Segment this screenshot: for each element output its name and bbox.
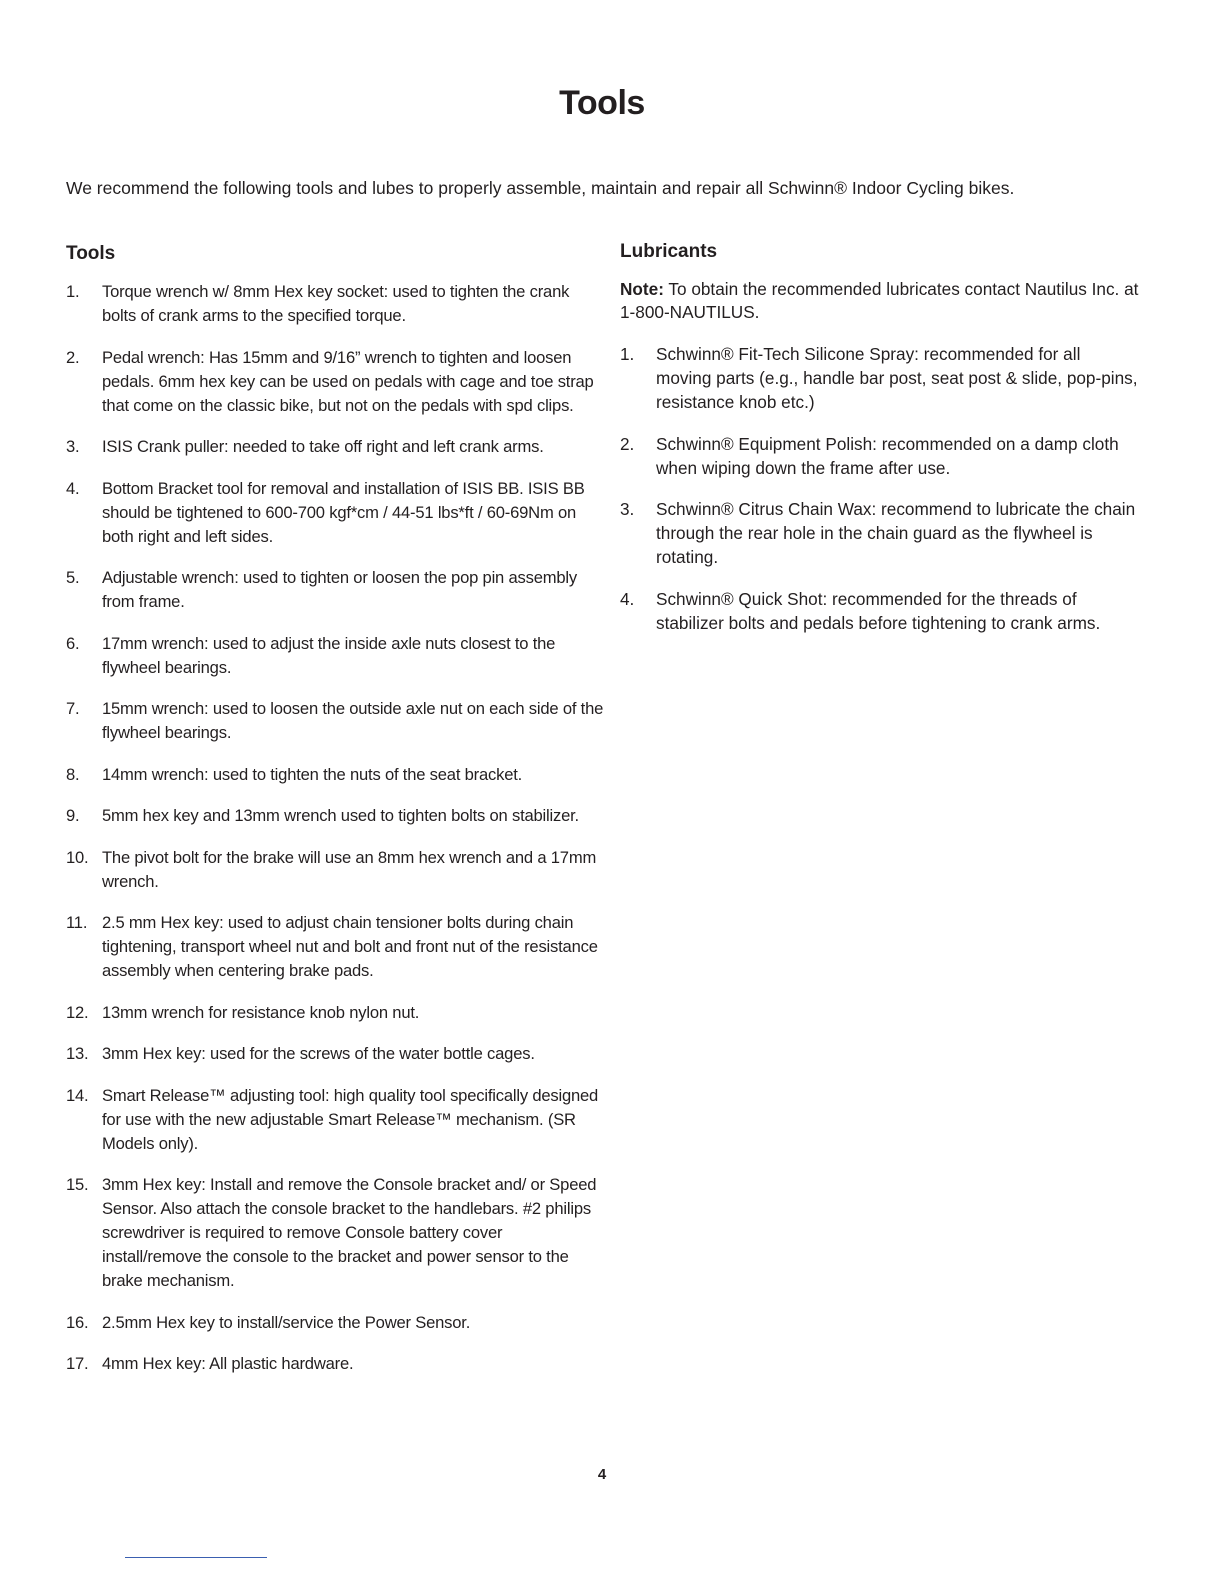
item-number: 11. bbox=[66, 913, 88, 932]
tool-item bbox=[66, 804, 606, 828]
tool-item bbox=[66, 911, 606, 983]
tool-item bbox=[66, 1352, 606, 1376]
item-text: Schwinn® Equipment Polish: recommended on a damp cloth when wiping down the frame after use. bbox=[656, 433, 1119, 478]
item-text: 15mm wrench: used to loosen the outside axle nut on each side of the flywheel bearings. bbox=[102, 699, 604, 742]
item-number: 3. bbox=[620, 499, 635, 519]
item-text: Bottom Bracket tool for removal and installation of ISIS BB. ISIS BB should be tightened to 600-700 kgf*cm / 44-51 lbs*ft / 60-69Nm on both right and left sides. bbox=[102, 478, 585, 546]
tool-item bbox=[66, 477, 606, 549]
item-number: 17. bbox=[66, 1354, 89, 1373]
lubricant-item bbox=[620, 342, 1140, 414]
lubricant-item bbox=[620, 497, 1140, 569]
item-text: Schwinn® Citrus Chain Wax: recommend to lubricate the chain through the rear hole in the chain guard as the flywheel is rotating. bbox=[656, 499, 1136, 567]
tool-item bbox=[66, 566, 606, 614]
tool-item bbox=[66, 846, 606, 894]
item-number: 1. bbox=[620, 344, 635, 364]
item-text: 4mm Hex key: All plastic hardware. bbox=[102, 1354, 354, 1373]
item-number: 2. bbox=[620, 433, 635, 454]
item-number: 8. bbox=[66, 764, 80, 784]
item-text: The pivot bolt for the brake will use an 8mm hex wrench and a 17mm wrench. bbox=[102, 847, 597, 891]
tool-item bbox=[66, 697, 606, 745]
tool-item bbox=[66, 1042, 606, 1066]
item-text: Pedal wrench: Has 15mm and 9/16” wrench to tighten and loosen pedals. 6mm hex key can be used on pedals with cage and toe strap that come on the classic bike, but not on the pedals with spd clips. bbox=[102, 347, 594, 415]
tools-heading: Tools bbox=[66, 243, 116, 264]
tool-item bbox=[66, 280, 606, 328]
tool-item bbox=[66, 1084, 606, 1156]
item-text: 13mm wrench for resistance knob nylon nut. bbox=[102, 1002, 420, 1022]
item-number: 7. bbox=[66, 699, 80, 718]
item-number: 2. bbox=[66, 347, 80, 367]
lubricants-column bbox=[620, 238, 1140, 652]
lubricant-item bbox=[620, 587, 1140, 635]
item-number: 1. bbox=[66, 282, 80, 301]
item-text: Smart Release™ adjusting tool: high quality tool specifically designed for use with the new adjustable Smart Release™ mechanism. (SR Models only). bbox=[102, 1085, 599, 1153]
item-number: 4. bbox=[66, 478, 80, 498]
item-text: Schwinn® Fit-Tech Silicone Spray: recommended for all moving parts (e.g., handle bar post, seat post & slide, pop-pins, resistance knob etc.) bbox=[656, 344, 1138, 412]
tool-item bbox=[66, 346, 606, 418]
lubricants-note bbox=[620, 278, 1140, 324]
item-text: Torque wrench w/ 8mm Hex key socket: used to tighten the crank bolts of crank arms to the specified torque. bbox=[102, 282, 570, 325]
item-number: 14. bbox=[66, 1085, 89, 1105]
lubricant-item bbox=[620, 432, 1140, 480]
lubricants-list bbox=[620, 342, 1140, 635]
intro-paragraph: We recommend the following tools and lubes to properly assemble, maintain and repair all Schwinn® Indoor Cycling bikes. bbox=[66, 178, 1015, 198]
item-text: ISIS Crank puller: needed to take off right and left crank arms. bbox=[102, 437, 544, 456]
tool-item bbox=[66, 1001, 606, 1025]
item-number: 15. bbox=[66, 1175, 89, 1194]
tools-list bbox=[66, 280, 606, 1376]
tool-item bbox=[66, 1311, 606, 1335]
tool-item bbox=[66, 763, 606, 787]
lubricants-heading: Lubricants bbox=[620, 241, 718, 262]
item-number: 9. bbox=[66, 806, 80, 825]
item-text: Schwinn® Quick Shot: recommended for the threads of stabilizer bolts and pedals before tightening to crank arms. bbox=[656, 588, 1101, 633]
bottom-divider bbox=[125, 1557, 267, 1558]
item-number: 16. bbox=[66, 1312, 89, 1332]
tools-column bbox=[66, 238, 606, 1394]
page-number: 4 bbox=[597, 1466, 607, 1483]
item-number: 5. bbox=[66, 568, 80, 587]
item-text: 5mm hex key and 13mm wrench used to tighten bolts on stabilizer. bbox=[102, 806, 579, 825]
page-title: Tools bbox=[559, 84, 645, 122]
note-text: To obtain the recommended lubricates contact Nautilus Inc. at 1-800-NAUTILUS. bbox=[620, 279, 1139, 322]
item-text: 3mm Hex key: Install and remove the Console bracket and/ or Speed Sensor. Also attach the console bracket to the handlebars. #2 philips screwdriver is required to remove Console battery cover install/remove the console to the bracket and power sensor to the brake mechanism. bbox=[102, 1175, 597, 1290]
item-number: 3. bbox=[66, 437, 80, 456]
tool-item bbox=[66, 632, 606, 680]
tool-item bbox=[66, 1173, 606, 1293]
tool-item bbox=[66, 435, 606, 459]
item-text: 2.5 mm Hex key: used to adjust chain tensioner bolts during chain tightening, transport wheel nut and bolt and front nut of the resistance assembly when centering brake pads. bbox=[102, 913, 598, 980]
item-text: 2.5mm Hex key to install/service the Power Sensor. bbox=[102, 1312, 471, 1332]
item-number: 13. bbox=[66, 1044, 89, 1063]
item-text: Adjustable wrench: used to tighten or loosen the pop pin assembly from frame. bbox=[102, 568, 577, 611]
item-number: 4. bbox=[620, 588, 635, 609]
item-text: 17mm wrench: used to adjust the inside axle nuts closest to the flywheel bearings. bbox=[102, 633, 556, 677]
note-label: Note: bbox=[620, 279, 664, 299]
item-text: 14mm wrench: used to tighten the nuts of the seat bracket. bbox=[102, 764, 523, 784]
item-number: 10. bbox=[66, 847, 89, 867]
item-number: 12. bbox=[66, 1002, 89, 1022]
item-number: 6. bbox=[66, 633, 80, 653]
item-text: 3mm Hex key: used for the screws of the water bottle cages. bbox=[102, 1044, 535, 1063]
